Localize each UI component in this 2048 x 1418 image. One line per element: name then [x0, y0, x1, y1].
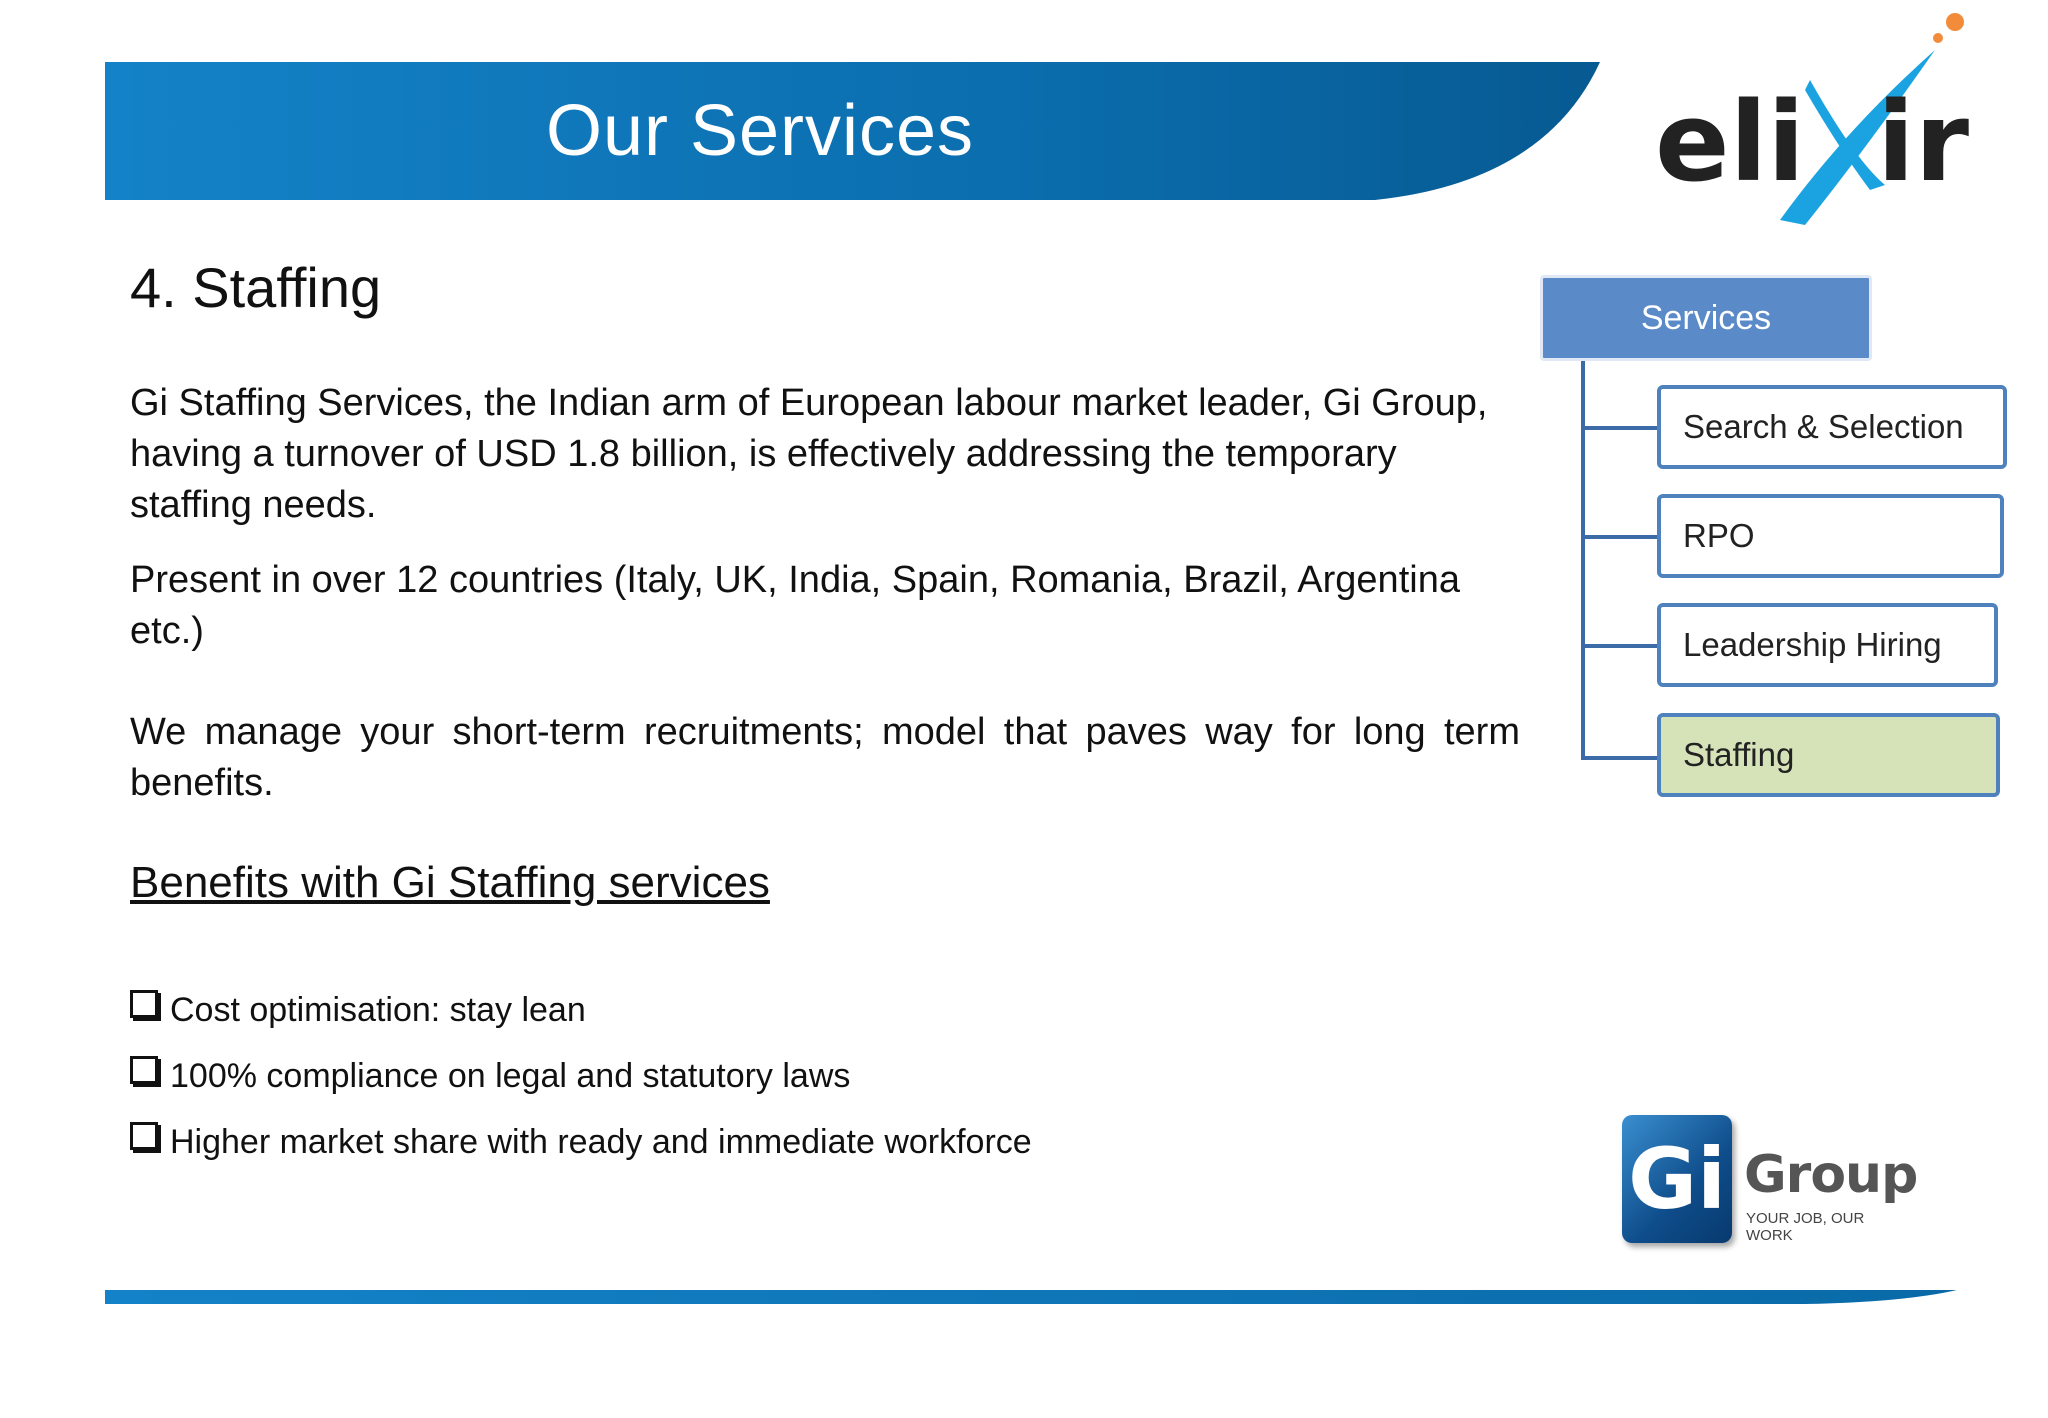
section-heading: 4. Staffing [130, 256, 382, 319]
list-item [130, 985, 1032, 1035]
benefit-text: Higher market share with ready and immediate workforce [170, 1122, 1032, 1161]
tree-connector [1581, 361, 1585, 760]
checkbox-bullet-icon [130, 1122, 158, 1150]
page-title: Our Services [545, 91, 975, 171]
benefits-list [130, 985, 1032, 1183]
footer-bar [105, 1290, 1957, 1308]
tree-connector [1581, 756, 1659, 760]
tree-node-rpo: RPO [1657, 494, 2004, 578]
paragraph-model: We manage your short-term recruitments; model that paves way for long term benefits. [130, 711, 1520, 804]
svg-text:eli: eli [1655, 78, 1806, 206]
tree-node-staffing: Staffing [1657, 713, 2000, 797]
paragraph-countries: Present in over 12 countries (Italy, UK, India, Spain, Romania, Brazil, Argentina etc.) [130, 559, 1460, 652]
checkbox-bullet-icon [130, 990, 158, 1018]
gi-logo-tagline: YOUR JOB, OUR WORK [1746, 1210, 1865, 1244]
benefit-text: 100% compliance on legal and statutory laws [170, 1056, 851, 1095]
tree-connector [1581, 644, 1659, 648]
tree-root-services: Services [1540, 275, 1872, 361]
benefit-text: Cost optimisation: stay lean [170, 990, 586, 1029]
tree-node-search-selection: Search & Selection [1657, 385, 2007, 469]
checkbox-bullet-icon [130, 1056, 158, 1084]
tree-connector [1581, 535, 1659, 539]
gi-logo-name: Group [1744, 1145, 1918, 1205]
gi-logo-mark: Gi [1622, 1115, 1732, 1243]
tree-connector [1581, 426, 1659, 430]
gi-group-logo [1622, 1115, 1918, 1250]
paragraph-intro: Gi Staffing Services, the Indian arm of European labour market leader, Gi Group, having a turnover of USD 1.8 billion, is effectively addressing the temporary staffing needs. [130, 382, 1488, 526]
svg-text:ir: ir [1877, 78, 1969, 206]
tree-node-leadership-hiring: Leadership Hiring [1657, 603, 1998, 687]
list-item [130, 1051, 1032, 1101]
services-tree [1540, 275, 1980, 815]
benefits-title: Benefits with Gi Staffing services [130, 858, 770, 907]
list-item [130, 1117, 1032, 1167]
elixir-logo [1655, 10, 1985, 235]
